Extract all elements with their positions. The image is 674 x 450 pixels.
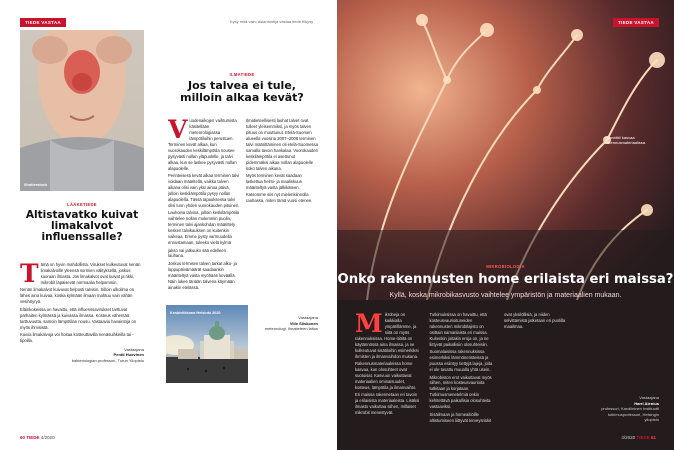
- paragraph: Sisäilmaan ja homeaitiöille altistumiseen liittyvät terveysriskit ovat yksilöllisiä, ja niiden selvittämistä jatketaan eri puolilla maailmaa.: [429, 312, 566, 423]
- paragraph: Joskus termisen talven tarkat alku- ja loppupäivämäärät saadaankin määriteltyä vasta myöhään keväällä. Näin lukee tänään talvena käymään ainakin etelässä.: [168, 260, 237, 290]
- issue-number: 4/2020: [40, 435, 55, 440]
- page-footer-left: [20, 435, 55, 440]
- sig-name: Ville Siiskonen: [289, 320, 318, 326]
- signature: [593, 395, 659, 423]
- paragraph: Kuivia limakalvoja voi hoitaa kosteuttavilla nenäsuihkeilla tai -tipoilla.: [20, 331, 134, 343]
- page-number: 61: [650, 435, 656, 440]
- article-influenza-body: [20, 259, 144, 364]
- article-kicker: ILMATIEDE: [229, 72, 255, 77]
- dropcap: T: [20, 259, 39, 288]
- paragraph: Mikrobiston erot vaikuttavat myös siihen, miten kosteusvaurioita tutkitaan ja korjataan. Tutkimusmenetelmiä onkin kehitettävä paikallisia olosuhteita vastaaviksi.: [429, 374, 492, 410]
- photo-caption: Shutterstock: [24, 183, 48, 187]
- magazine-name: TIEDE: [26, 435, 40, 440]
- sig-role: Vastaajana: [124, 346, 144, 352]
- sig-title: meteorologi, Ilmatieteen laitos: [264, 326, 318, 332]
- paragraph: Lauhoina talvina, jolloin keskilämpötila vaihtelee nollan molemmin puolin, terminen talvi ajankohdan määrittely kesken talvikauksen on kuitenkin vaikeaa. Emme pysty varmuudella ennustamaan, tuleeko vielä kylmä: [168, 210, 239, 246]
- paragraph: jakso vai jatkuuko sää edelleen lauhana.: [168, 247, 226, 259]
- magazine-name: TIEDE: [636, 435, 650, 440]
- paragraph: Nenän limakalvot kuivuvat helposti talvisin. Silloin ulkoilma on lähes aina kuivaa, koska kylmään ilmaan mahtuu vain vähän vesihöyryä.: [20, 287, 135, 305]
- top-note: Kysy mitä vain; asiantuntija vastaa tiede.fi/kysy: [230, 19, 314, 24]
- sig-role: Vastaajana: [298, 315, 318, 320]
- paragraph: ikrobeja on kaikkialla ympärillämme, ja niitä on myös rakennuksissa. Home-itiöitä on käytännössä aina ilmassa, ja ne kulkeutuvat sisätiloihin esimerkiksi ihmisten ja ilmanvaihdon mukana.: [355, 312, 419, 359]
- paragraph: ämä on hyvin mahdollista. Virukset kulkeutuvat nenän limakalvoille yleensä sormien välityksellä, joskus suoraan ilmasta. Jos limakalvot ovat kuivat ja rikki, mikrobit läpäisevät normaalia helpommin.: [40, 262, 141, 285]
- photo-caption: Keskiviikkona Helsinki 2020: [170, 311, 221, 315]
- right-page: [337, 0, 674, 450]
- paragraph: Perinteisesti kevät alkaa terminen talvi voidaan määritellä, vaikka talven aikana olisi vain yksi ainoa päivä, jolloin keskilämpötila pysyy nollan alapuolella. Tässä tapauksessa talvi olisi tuon yhden vuorokauden pituinen.: [168, 173, 240, 208]
- article-influenza: [20, 202, 144, 243]
- face-illustration: [20, 30, 144, 191]
- sig-title: bakteriologian professori, Turun Yliopisto: [71, 358, 144, 364]
- sig-name: Harri Alenius: [634, 400, 659, 406]
- photo-caption: Homeitiö kasvaa rakennusmateriaalissa.: [605, 135, 647, 145]
- signature: [252, 315, 318, 332]
- cathedral-illustration: [166, 305, 248, 383]
- page-footer-right: [621, 435, 656, 440]
- issue-number: 4/2020: [621, 435, 636, 440]
- dropcap: V: [168, 118, 188, 144]
- article-winter: [168, 72, 316, 103]
- section-tag: TIEDE VASTAA: [20, 18, 66, 27]
- article-subtitle: Kyllä, koska mikrobikasvusto vaihtelee ympäristön ja materiaalien mukaan.: [389, 292, 622, 299]
- paragraph: Katsomme siis nyt mielenkiinnolla rauhassa, miten tämä vuosi etenee.: [246, 192, 313, 204]
- article-kicker: MIKROBIOLOGIA: [486, 264, 525, 269]
- paragraph: Eläinkokeissa on havaittu, että influenssavirukset tarttuvat parhaiten kylmässä ja kuivassa ilmassa. Kosteus vähentää tarttuvuutta, samoin lämpötilan nousu. Vastaavia havaintoja on myös ihmisistä.: [20, 306, 137, 330]
- section-tag: TIEDE VASTAA: [613, 18, 659, 27]
- article-title: Altistavatko kuivat limakalvot influenssalle?: [25, 209, 139, 244]
- paragraph: Eri maissa rakennetaan eri tavoin ja erilaisista materiaaleista. Lisäksi ilmasto vaikuttaa siihen, millaiset mikrobit menestyvät.: [355, 392, 420, 416]
- city-photo: [166, 305, 248, 383]
- paragraph: uodenaikojen vaihtumista käsitellään meteorologiassa lämpötiloihin perustuen. Terminen kevät alkaa, kun vuorokauden keskilämpötila nousee pysyvästi nollan yläpuolelle, ja talvi alkaa, kun se laskee pysyvästi nollan alapuolelle.: [168, 118, 237, 171]
- mold-illustration: [337, 0, 674, 300]
- sig-title: professori, Karoliininen Instituutti tutkimusprofessori, Helsingin yliopisto: [601, 406, 659, 423]
- paragraph: Ilmatieteellisesti lauhat talvet ovat tulleet yleisemmiksi, ja myös talven pituus on muuttunut. Etelä-Suomen alueella vuosina 2007–2008 terminen talvi määrittäminen oli etelä-Suomessa samalla tavoin hankalaa. Vuorokauden keskilämpötila ei asettunut pidemmäksi aikaa nollan alapuolelle koko talven aikana.: [246, 118, 318, 171]
- signature: [20, 347, 144, 364]
- article-winter-body: [168, 118, 318, 302]
- sig-name: Pentti Huovinen: [113, 352, 144, 358]
- paragraph: Rakennusmateriaaleissa home kasvaa, kun olosuhteet ovat suotuisat. Kasvuun vaikuttavat materiaalien ominaisuudet, kosteus, lämpötila ja ilmanvaihto.: [355, 361, 417, 390]
- paragraph: Tutkimuksissa on havaittu, että kosteusvaurioituneiden rakennusten mikrobilajisto on osittain samanlaista eri maissa. Kuitenkin joitakin eroja on, ja ne liittyvät paikallisiin olosuhteisiin.: [429, 312, 489, 347]
- sig-role: Vastaajana: [639, 395, 659, 400]
- face-photo: [20, 30, 144, 191]
- article-title: Jos talvea ei tule, milloin alkaa kevät?: [180, 79, 304, 104]
- article-kicker: LÄÄKETIEDE: [67, 202, 97, 207]
- page-number: 60: [20, 435, 26, 440]
- paragraph: Myös terminen kevät saadaan laskettua helmi- ja maaliskuun määriteltyä vasta jälkikäteen.: [246, 173, 303, 190]
- dropcap: M: [355, 312, 383, 338]
- paragraph: Suomalaisissa rakennuksissa esimerkiksi lämmöneristeissä ja puussa esiintyy tiettyjä lajeja, joita ei ole tavattu muualla yhtä usein.: [429, 349, 493, 373]
- article-title: Onko rakennusten home erilaista eri maissa?: [337, 272, 674, 287]
